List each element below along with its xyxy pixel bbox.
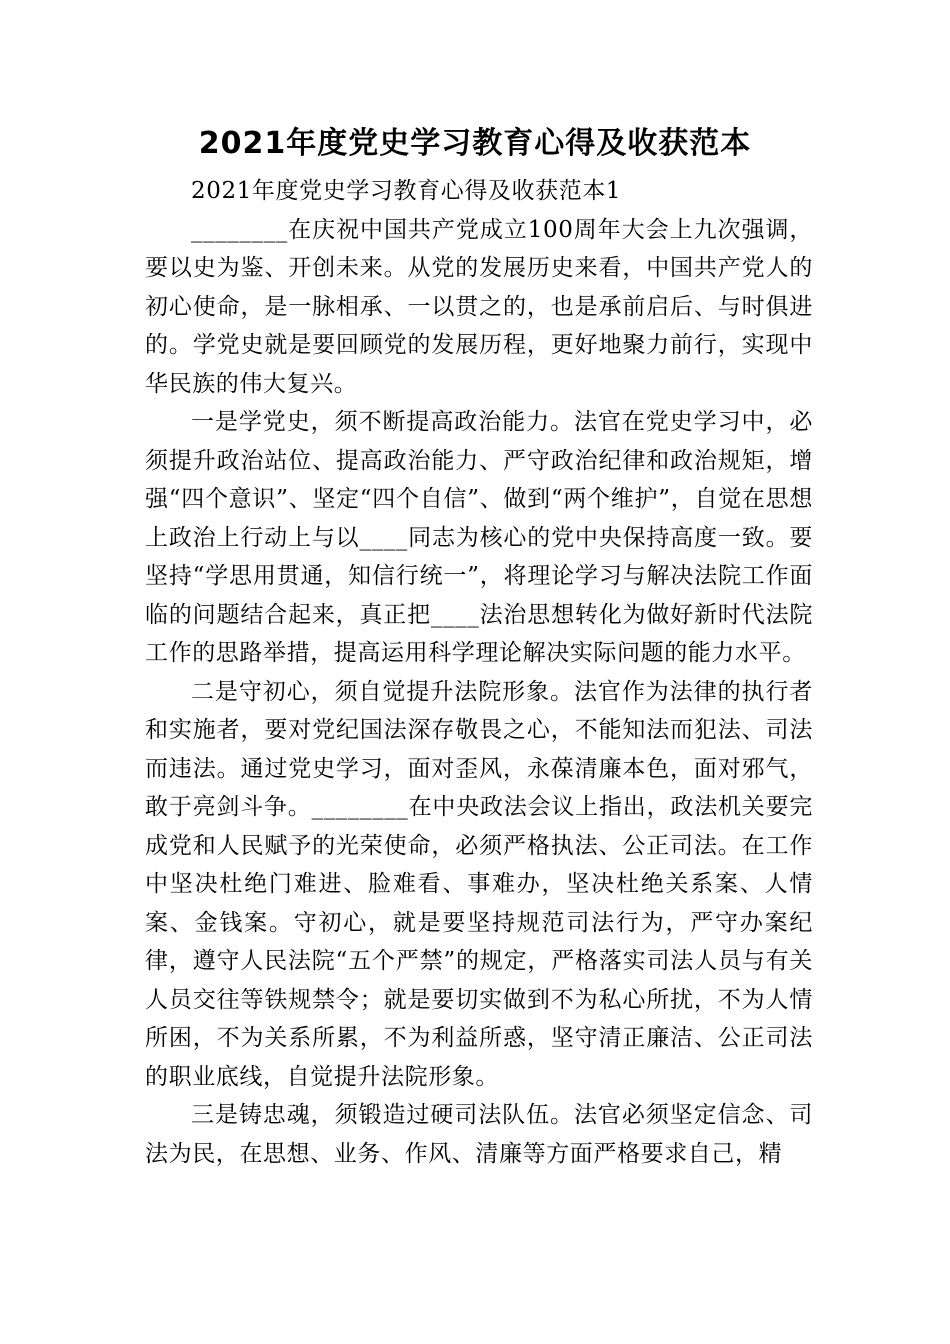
section-three-paragraph: 三是铸忠魂，须锻造过硬司法队伍。法官必须坚定信念、司法为民，在思想、业务、作风、清廉等方面严格要求自己，精 [145, 1102, 813, 1167]
intro-paragraph: ________在庆祝中国共产党成立100周年大会上九次强调，要以史为鉴、开创未来。从党的发展历史来看，中国共产党人的初心使命，是一脉相承、一以贯之的，也是承前启后、与时俱进的。学党史就是要回顾党的发展历程，更好地聚力前行，实现中华民族的伟大复兴。 [145, 216, 813, 397]
section-one-paragraph: 一是学党史，须不断提高政治能力。法官在党史学习中，必须提升政治站位、提高政治能力、严守政治纪律和政治规矩，增强“四个意识”、坚定“四个自信”、做到“两个维护”，自觉在思想上政治上行动上与以____同志为核心的党中央保持高度一致。要坚持“学思用贯通，知信行统一”，将理论学习与解决法院工作面临的问题结合起来，真正把____法治思想转化为做好新时代法院工作的思路举措，提高运用科学理论解决实际问题的能力水平。 [145, 409, 813, 666]
document-body [145, 172, 813, 1173]
document-title: 2021年度党史学习教育心得及收获范本 [198, 126, 752, 161]
section-two-paragraph: 二是守初心，须自觉提升法院形象。法官作为法律的执行者和实施者，要对党纪国法深存敬畏之心，不能知法而犯法、司法而违法。通过党史学习，面对歪风，永葆清廉本色，面对邪气，敢于亮剑斗争。________在中央政法会议上指出，政法机关要完成党和人民赋予的光荣使命，必须严格执法、公正司法。在工作中坚决杜绝门难进、脸难看、事难办，坚决杜绝关系案、人情案、金钱案。守初心，就是要坚持规范司法行为，严守办案纪律，遵守人民法院“五个严禁”的规定，严格落实司法人员与有关人员交往等铁规禁令；就是要切实做到不为私心所扰，不为人情所困，不为关系所累，不为利益所惑，坚守清正廉洁、公正司法的职业底线，自觉提升法院形象。 [145, 678, 813, 1090]
subtitle-paragraph: 2021年度党史学习教育心得及收获范本1 [191, 178, 622, 204]
